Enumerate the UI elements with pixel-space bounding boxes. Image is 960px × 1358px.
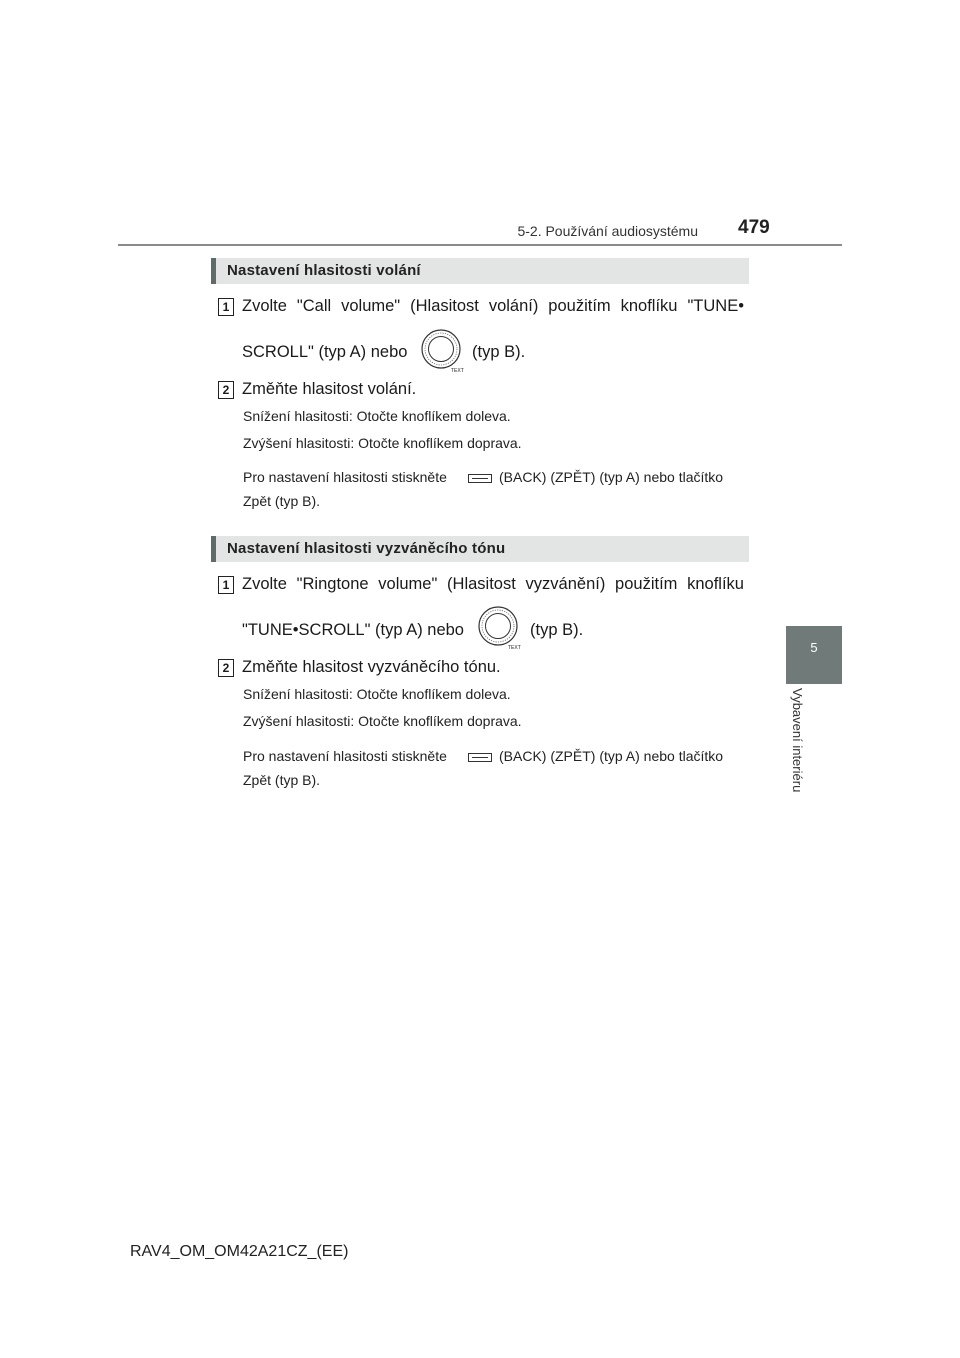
section-title: Nastavení hlasitosti volání bbox=[227, 262, 421, 279]
tune-knob-icon bbox=[419, 328, 465, 374]
document-code: RAV4_OM_OM42A21CZ_(EE) bbox=[130, 1243, 349, 1260]
step-text-line: SCROLL" (typ A) nebo bbox=[242, 343, 408, 361]
step-text-line: (typ B). bbox=[472, 343, 526, 361]
note-text: Snížení hlasitosti: Otočte knoflíkem doleva. bbox=[243, 686, 511, 702]
note-text: Zvýšení hlasitosti: Otočte knoflíkem doprava. bbox=[243, 713, 522, 729]
step-text-line: "TUNE•SCROLL" (typ A) nebo bbox=[242, 621, 464, 639]
step-text-line: Změňte hlasitost volání. bbox=[242, 380, 417, 398]
step-text-line: (typ B). bbox=[530, 621, 584, 639]
knob-label: TEXT bbox=[451, 368, 464, 374]
running-header-section: 5-2. Používání audiosystému bbox=[517, 223, 698, 239]
section-header-ringtone-volume bbox=[211, 536, 749, 562]
knob-label: TEXT bbox=[508, 645, 521, 651]
chapter-tab bbox=[786, 626, 842, 684]
chapter-label: Vybavení interiéru bbox=[790, 688, 805, 793]
step-number-box: 2 bbox=[218, 659, 234, 677]
step-text-line: Zvolte "Call volume" (Hlasitost volání) použitím knoflíku "TUNE• bbox=[242, 297, 744, 315]
note-text: (BACK) (ZPĚT) (typ A) nebo tlačítko bbox=[499, 469, 724, 485]
header-divider bbox=[118, 244, 842, 246]
page-number: 479 bbox=[738, 217, 770, 238]
section-header-call-volume bbox=[211, 258, 749, 284]
note-text: Pro nastavení hlasitosti stiskněte bbox=[243, 469, 447, 485]
note-text: Zpět (typ B). bbox=[243, 772, 321, 788]
section-accent bbox=[211, 258, 216, 284]
step-text-line: Změňte hlasitost vyzváněcího tónu. bbox=[242, 658, 501, 676]
note-text: Zpět (typ B). bbox=[243, 493, 321, 509]
note-text: (BACK) (ZPĚT) (typ A) nebo tlačítko bbox=[499, 748, 724, 764]
step-number-box: 2 bbox=[218, 381, 234, 399]
chapter-number: 5 bbox=[810, 640, 818, 655]
note-text: Zvýšení hlasitosti: Otočte knoflíkem doprava. bbox=[243, 435, 522, 451]
tune-knob-icon bbox=[476, 605, 522, 651]
step-text-line: Zvolte "Ringtone volume" (Hlasitost vyzvánění) použitím knoflíku bbox=[242, 575, 744, 593]
section-title: Nastavení hlasitosti vyzváněcího tónu bbox=[227, 540, 506, 557]
back-button-icon bbox=[468, 753, 492, 762]
step-number-box: 1 bbox=[218, 298, 234, 316]
note-text: Snížení hlasitosti: Otočte knoflíkem doleva. bbox=[243, 408, 511, 424]
step-number-box: 1 bbox=[218, 576, 234, 594]
note-text: Pro nastavení hlasitosti stiskněte bbox=[243, 748, 447, 764]
section-accent bbox=[211, 536, 216, 562]
back-button-icon bbox=[468, 474, 492, 483]
